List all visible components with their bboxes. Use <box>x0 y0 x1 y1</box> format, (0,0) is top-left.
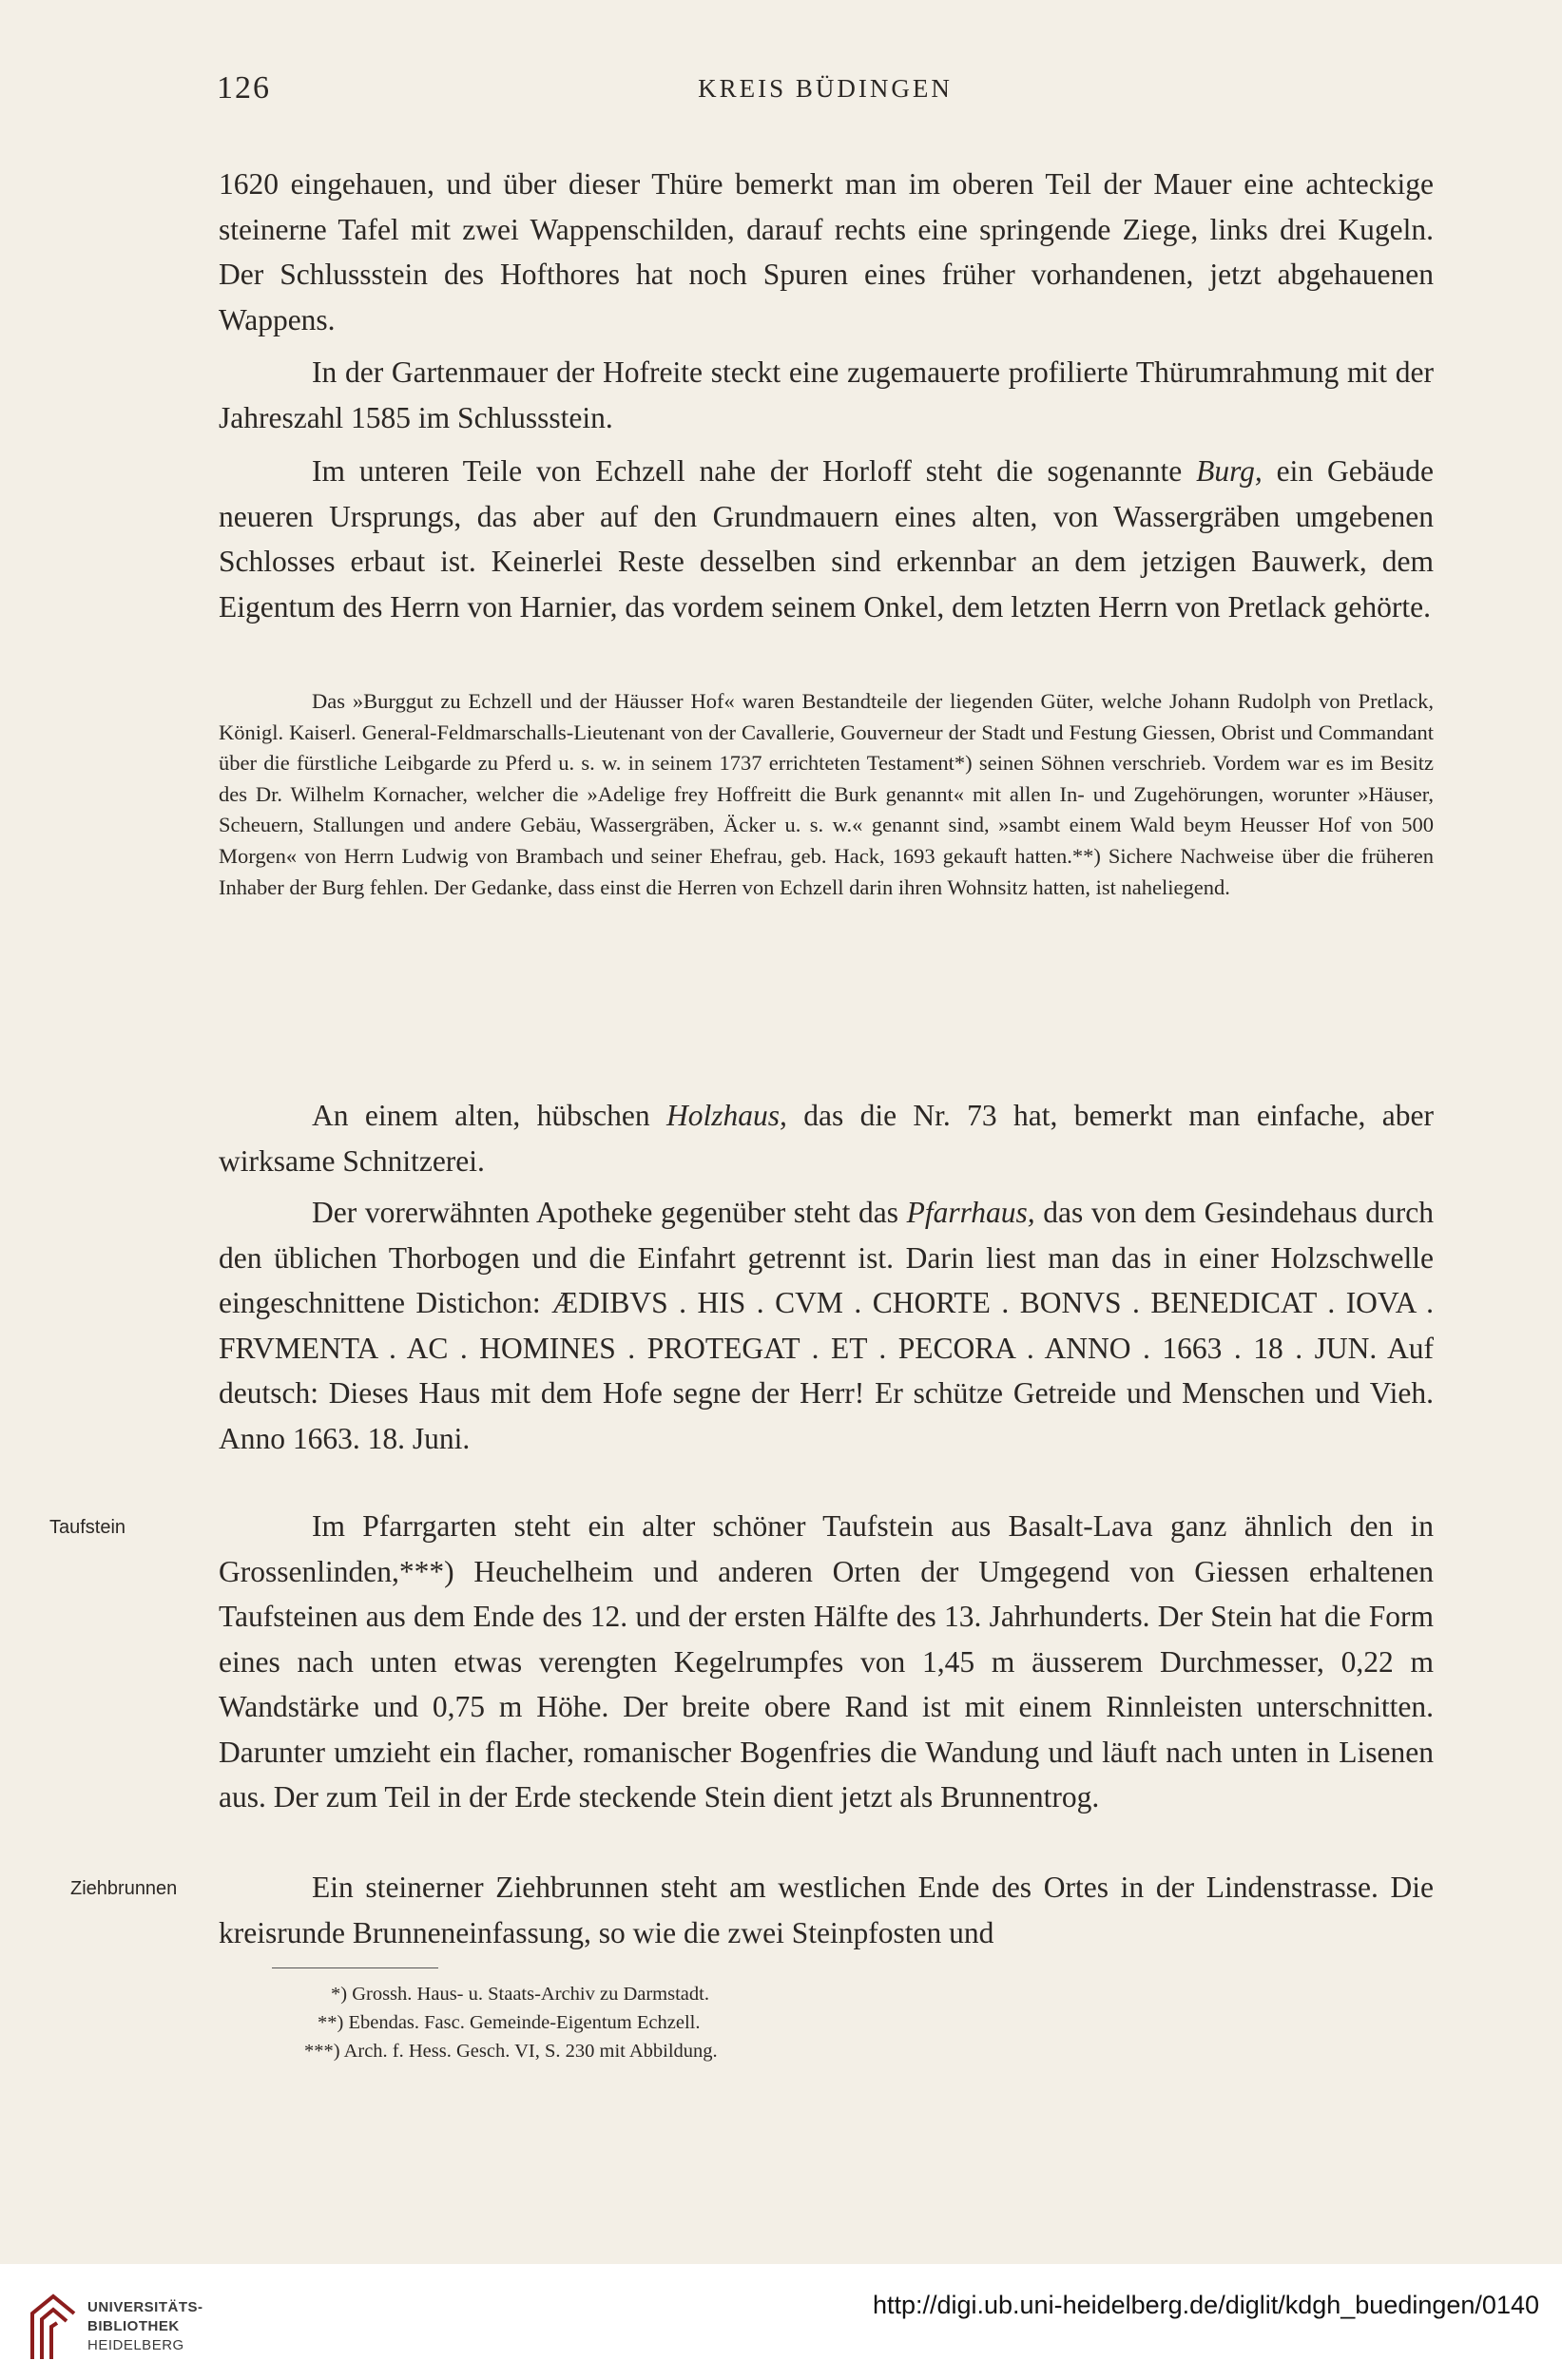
footer-bar <box>0 2264 1562 2380</box>
margin-note-taufstein: Taufstein <box>49 1517 126 1538</box>
paragraph-2: In der Gartenmauer der Hofreite steckt eine zugemauerte profilierte Thürumrahmung mit der Jahreszahl 1585 im Schlussstein. <box>219 355 1434 434</box>
pfarrhaus-italic: Pfarrhaus, <box>906 1196 1035 1229</box>
small-print-paragraph: Das »Burggut zu Echzell und der Häusser Hof« waren Bestandteile der liegenden Güter, welche Johann Rudolph von Pretlack, Königl. Kaiserl. General-Feldmarschalls-Lieutenant von der Cavallerie, Gouverneur der Stadt und Festung Giessen, Obrist und Commandant über die fürstliche Leibgarde zu Pferd u. s. w. in seinem 1737 errichteten Testament*) seinen Söhnen verschrieb. Vordem war es im Besitz des Dr. Wilhelm Kornacher, welcher die »Adelige frey Hoffreitt die Burk genannt« mit allen In- und Zugehörungen, worunter »Häuser, Scheuern, Stallungen und andere Gebäu, Wassergräben, Äcker u. s. w.« genannt sind, »sambt einem Wald beym Heusser Hof von 500 Morgen« von Herrn Ludwig von Brambach und seiner Ehefrau, geb. Hack, 1693 gekauft hatten.**) Sichere Nachweise über die früheren Inhaber der Burg fehlen. Der Gedanke, dass einst die Herren von Echzell darin ihren Wohnsitz hatten, ist naheliegend. <box>219 689 1434 899</box>
library-name <box>87 2298 203 2355</box>
paragraph-4-text-b: das die Nr. 73 hat, bemerkt man einfache, aber wirksame Schnitzerei. <box>219 1099 1434 1178</box>
paragraph-3-block <box>219 449 1434 629</box>
paragraph-7: Ein steinerner Ziehbrunnen steht am westlichen Ende des Ortes in der Lindenstrasse. Die kreisrunde Brunneneinfassung, so wie die zwei Steinpfosten und <box>219 1871 1434 1949</box>
paragraph-6: Im Pfarrgarten steht ein alter schöner Taufstein aus Basalt-Lava ganz ähnlich den in Grossenlinden,***) Heuchelheim und anderen Orten der Umgegend von Giessen erhaltenen Taufsteinen aus dem Ende des 12. und der ersten Hälfte des 13. Jahrhunderts. Der Stein hat die Form eines nach unten etwas verengten Kegelrumpfes von 1,45 m äusserem Durchmesser, 0,22 m Wandstärke und 0,75 m Höhe. Der breite obere Rand ist mit einem Rinnleisten unterschnitten. Darunter umzieht ein flacher, romanischer Bogenfries die Wandung und läuft nach unten in Lisenen aus. Der zum Teil in der Erde steckende Stein dient jetzt als Brunnentrog. <box>219 1509 1434 1814</box>
paragraph-4 <box>219 1093 1434 1183</box>
paragraph-2-block <box>219 350 1434 440</box>
paragraph-5-text-b: das von dem Gesindehaus durch den üblichen Thorbogen und die Einfahrt getrennt ist. Darin liest man das in einer Holzschwelle eingeschnittene Distichon: ÆDIBVS . HIS . CVM . CHORTE . BONVS . BENEDICAT . IOVA . FRVMENTA . AC . HOMINES . PROTEGAT . ET . PECORA . ANNO . 1663 . 18 . JUN. Auf deutsch: Dieses Haus mit dem Hofe segne der Herr! Er schütze Getreide und Menschen und Vieh. Anno 1663. 18. Juni. <box>219 1196 1434 1455</box>
library-name-line-1: UNIVERSITÄTS- <box>87 2299 203 2315</box>
page-number: 126 <box>217 70 271 106</box>
paragraph-3-text-a: Im unteren Teile von Echzell nahe der Horloff steht die sogenannte <box>312 454 1197 488</box>
paragraph-7-block <box>219 1865 1434 1955</box>
paragraph-5-block <box>219 1190 1434 1461</box>
university-library-logo <box>25 2293 82 2361</box>
holzhaus-italic: Holzhaus, <box>665 1099 787 1132</box>
paragraph-3 <box>219 449 1434 629</box>
paragraph-6-block <box>219 1504 1434 1820</box>
footnote-3: ***) Arch. f. Hess. Gesch. VI, S. 230 mit Abbildung. <box>304 2041 718 2062</box>
paragraph-4-text-a: An einem alten, hübschen <box>312 1099 666 1132</box>
footnote-2: **) Ebendas. Fasc. Gemeinde-Eigentum Echzell. <box>318 2012 701 2033</box>
footnotes <box>304 1980 718 2065</box>
paragraph-5-text-a: Der vorerwähnten Apotheke gegenüber steht das <box>312 1196 907 1229</box>
library-name-line-3: HEIDELBERG <box>87 2337 184 2353</box>
small-print-block <box>219 686 1434 903</box>
footnote-1: *) Grossh. Haus- u. Staats-Archiv zu Darmstadt. <box>331 1984 709 2005</box>
library-name-line-2: BIBLIOTHEK <box>87 2318 180 2334</box>
paragraph-1-block <box>219 162 1434 342</box>
paragraph-5 <box>219 1190 1434 1461</box>
margin-note-ziehbrunnen: Ziehbrunnen <box>70 1878 178 1899</box>
source-url[interactable]: http://digi.ub.uni-heidelberg.de/diglit/kdgh_buedingen/0140 <box>872 2291 1539 2319</box>
footnote-rule <box>272 1967 438 1968</box>
page-header <box>217 70 1434 118</box>
paragraph-3-text-b: ein Gebäude neueren Ursprungs, das aber auf den Grundmauern eines alten, von Wassergräben umgebenen Schlosses erbaut ist. Keinerlei Reste desselben sind erkennbar an dem jetzigen Bauwerk, dem Eigentum des Herrn von Harnier, das vordem seinem Onkel, dem letzten Herrn von Pretlack gehörte. <box>219 454 1434 624</box>
burg-italic: Burg, <box>1196 454 1263 488</box>
paragraph-1: 1620 eingehauen, und über dieser Thüre bemerkt man im oberen Teil der Mauer eine achteckige steinerne Tafel mit zwei Wappenschilden, darauf rechts eine springende Ziege, links drei Kugeln. Der Schlussstein des Hofthores hat noch Spuren eines früher vorhandenen, jetzt abgehauenen Wappens. <box>219 167 1434 336</box>
running-head: KREIS BÜDINGEN <box>698 74 953 103</box>
paragraph-4-block <box>219 1093 1434 1183</box>
